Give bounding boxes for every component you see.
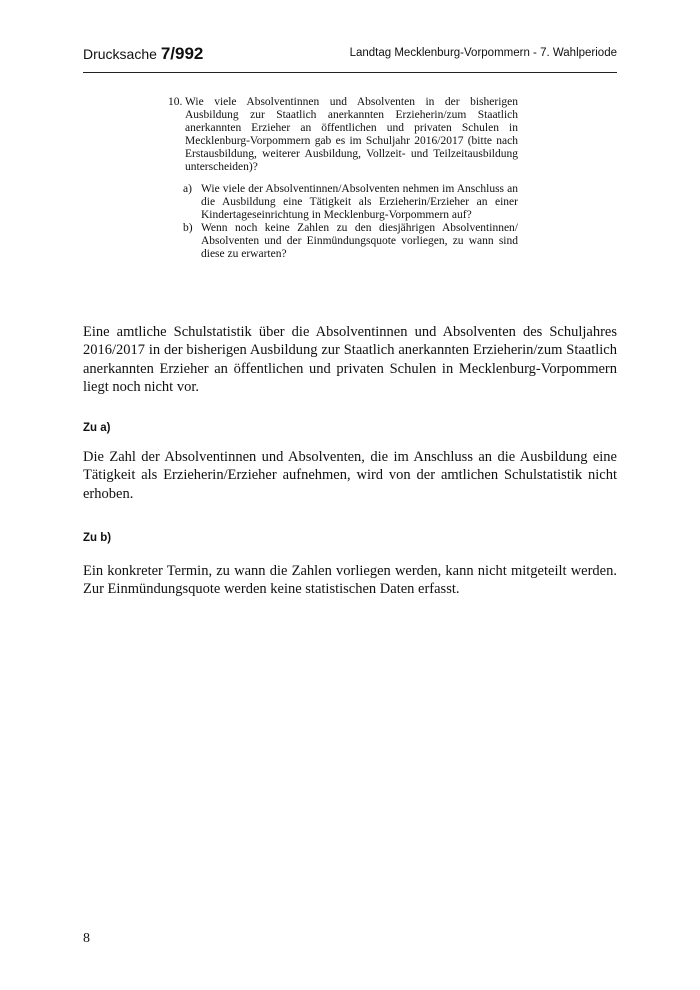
heading-zu-a: Zu a) [83, 422, 111, 434]
subquestion-letter: a) [183, 182, 192, 195]
parliament-label: Landtag Mecklenburg-Vorpommern - 7. Wahlperiode [349, 47, 617, 59]
document-prefix: Drucksache [83, 46, 161, 62]
subquestion-b [183, 222, 518, 261]
heading-zu-b: Zu b) [83, 532, 112, 544]
question-block [168, 96, 518, 261]
question-main [168, 96, 518, 175]
subquestion-a [183, 183, 518, 222]
document-number: 7/992 [160, 44, 204, 63]
answer-main-paragraph: Eine amtliche Schulstatistik über die Absolventinnen und Absolventen des Schuljahres 2016/2017 in der bisherigen Ausbildung zur Staatlich anerkannten Erzieherin/zum Staatlich anerkannten Erzieher an öffentlichen und privaten Schulen in Mecklenburg-Vorpommern liegt noch nicht vor. [83, 324, 617, 396]
question-text: Wie viele Absolventinnen und Absolventen in der bisherigen Ausbildung zur Staatlich anerkannten Erzieherin/zum Staatlich anerkannten Erzieher an öffentlichen und privaten Schulen in Mecklenburg-Vorpommern gab es im Schuljahr 2016/2017 (bitte nach Erstausbildung, weiterer Ausbildung, Vollzeit- und Teilzeitausbildung unterscheiden)? [185, 96, 518, 174]
subquestion-letter: b) [183, 221, 193, 234]
document-label [83, 44, 203, 64]
answer-b-paragraph: Ein konkreter Termin, zu wann die Zahlen vorliegen werden, kann nicht mitgeteilt werden. Zur Einmündungsquote werden keine statistischen Daten erfasst. [83, 563, 617, 598]
page-number: 8 [83, 931, 90, 946]
subquestion-text: Wenn noch keine Zahlen zu den diesjährigen Absolventinnen/ Absolventen und der Einmündungsquote vorliegen, zu wann sind diese zu erwarten? [201, 221, 518, 261]
answer-a-paragraph: Die Zahl der Absolventinnen und Absolventen, die im Anschluss an die Ausbildung eine Tätigkeit als Erzieherin/Erzieher aufnehmen, wird von der amtlichen Schulstatistik nicht erhoben. [83, 449, 617, 502]
subquestion-text: Wie viele der Absolventinnen/Absolventen nehmen im Anschluss an die Ausbildung eine Tätigkeit als Erzieherin/Erzieher an einer Kindertageseinrichtung in Mecklenburg-Vorpommern auf? [201, 182, 518, 221]
question-number: 10. [168, 96, 183, 108]
page-header [83, 40, 617, 73]
